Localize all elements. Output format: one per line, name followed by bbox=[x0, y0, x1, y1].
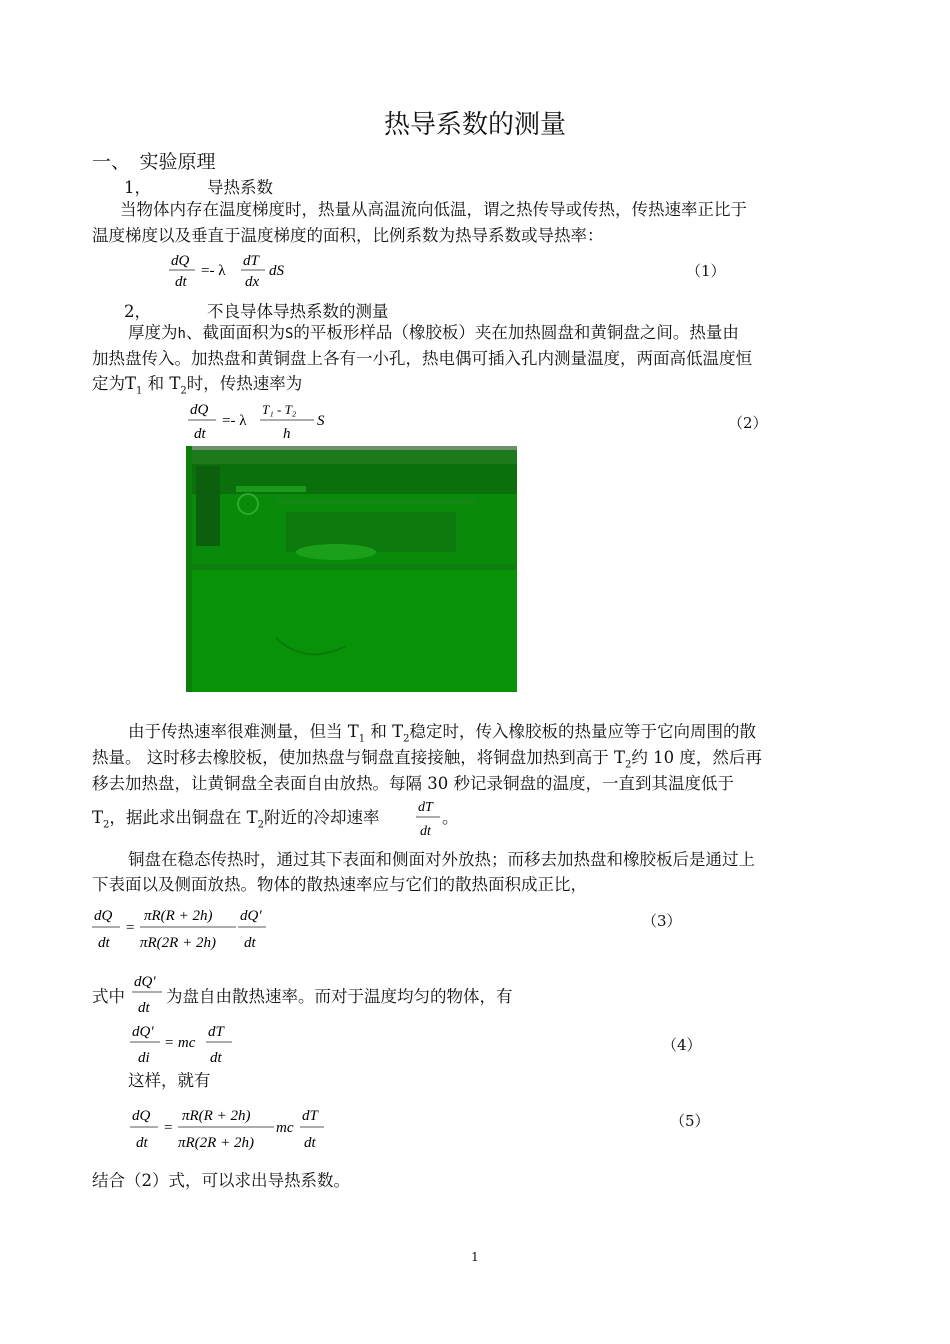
equation-3 bbox=[90, 900, 280, 956]
eq1-lhs-num: dQ bbox=[171, 253, 190, 269]
eq5-mc: mc bbox=[276, 1120, 294, 1136]
eq3-lhs-den: dt bbox=[98, 935, 110, 951]
eq4-lhs-num: dQ′ bbox=[132, 1024, 154, 1040]
subsection-2-number: 2， bbox=[124, 302, 151, 321]
cooling-rate-num: dT bbox=[418, 800, 433, 815]
eq3-equals: = bbox=[126, 920, 135, 936]
para6-text: 这样，就有 bbox=[128, 1071, 211, 1090]
para3-line4: $T_2$，据此求出铜盘在 $T_2$附近的冷却速率 bbox=[92, 808, 380, 831]
page-number: 1 bbox=[471, 1250, 479, 1264]
eq5-lhs-num: dQ bbox=[132, 1108, 151, 1124]
para2-line3: 定为$T_1$ 和 $T_2$时，传热速率为 bbox=[92, 374, 303, 397]
eq1-rhs-den: dx bbox=[245, 274, 260, 290]
para4-line2: 下表面以及侧面放热。物体的散热速率应与它们的散热面积成正比， bbox=[92, 875, 587, 894]
apparatus-photo bbox=[186, 446, 517, 692]
eq5-rhs-den: dt bbox=[304, 1135, 316, 1151]
free-dissipation-fraction bbox=[130, 966, 166, 1018]
free-dissipation-den: dt bbox=[138, 1000, 150, 1016]
eq3-mid-num: πR(R + 2h) bbox=[144, 908, 213, 924]
cooling-rate-fraction bbox=[414, 795, 444, 841]
eq4-lhs-den: di bbox=[138, 1050, 150, 1066]
eq1-rhs-num: dT bbox=[243, 253, 259, 269]
eq3-mid-den: πR(2R + 2h) bbox=[140, 935, 216, 951]
eq5-equals: = bbox=[164, 1120, 173, 1136]
eq4-operator: = mc bbox=[164, 1035, 196, 1051]
para3-line1: 由于传热速率很难测量，但当 $T_1$ 和 $T_2$稳定时，传入橡胶板的热量应等于它向周围的散 bbox=[128, 722, 757, 745]
equation-2-number: （2） bbox=[728, 414, 768, 432]
eq2-rhs-num: T₁ - T₂ bbox=[262, 402, 297, 417]
para2-line2: 加热盘传入。加热盘和黄铜盘上各有一小孔，热电偶可插入孔内测量温度，两面高低温度恒 bbox=[92, 349, 752, 368]
eq5-mid-num: πR(R + 2h) bbox=[182, 1108, 251, 1124]
apparatus-photo-graphic bbox=[186, 446, 517, 692]
eq5-lhs-den: dt bbox=[136, 1135, 148, 1151]
eq4-rhs-num: dT bbox=[208, 1024, 224, 1040]
eq5-mid-den: πR(2R + 2h) bbox=[178, 1135, 254, 1151]
equation-1 bbox=[165, 250, 305, 292]
para2-line1: 厚度为h、截面面积为S的平板形样品（橡胶板）夹在加热圆盘和黄铜盘之间。热量由 bbox=[128, 323, 739, 342]
equation-5 bbox=[128, 1100, 338, 1156]
eq2-lhs-den: dt bbox=[194, 426, 206, 442]
eq3-lhs-num: dQ bbox=[94, 908, 113, 924]
equation-4-number: （4） bbox=[662, 1036, 702, 1054]
eq2-rhs-den: h bbox=[283, 426, 291, 442]
para3-line2: 热量。 这时移去橡胶板，使加热盘与铜盘直接接触，将铜盘加热到高于 $T_2$约 10 度，然后再 bbox=[92, 748, 762, 771]
eq4-rhs-den: dt bbox=[210, 1050, 222, 1066]
para3-period: 。 bbox=[442, 808, 459, 827]
subsection-1-heading: 导热系数 bbox=[207, 178, 273, 197]
equation-1-number: （1） bbox=[686, 262, 726, 280]
eq1-lhs-den: dt bbox=[175, 274, 187, 290]
para4-line1: 铜盘在稳态传热时，通过其下表面和侧面对外放热；而移去加热盘和橡胶板后是通过上 bbox=[128, 850, 755, 869]
subsection-1-number: 1， bbox=[124, 178, 151, 197]
equation-5-number: （5） bbox=[670, 1112, 710, 1130]
para3-line3: 移去加热盘，让黄铜盘全表面自由放热。每隔 30 秒记录铜盘的温度，一直到其温度低于 bbox=[92, 774, 734, 793]
free-dissipation-num: dQ′ bbox=[134, 974, 156, 990]
para7-text: 结合（2）式，可以求出导热系数。 bbox=[92, 1171, 350, 1190]
eq3-rhs-den: dt bbox=[244, 935, 256, 951]
para5-prefix: 式中 bbox=[92, 987, 125, 1006]
cooling-rate-den: dt bbox=[420, 824, 431, 839]
page-title: 热导系数的测量 bbox=[383, 110, 566, 140]
eq2-tail: S bbox=[317, 413, 325, 429]
eq1-operator: =- λ bbox=[201, 263, 226, 279]
subsection-2-heading: 不良导体导热系数的测量 bbox=[207, 302, 389, 321]
para1-line2: 温度梯度以及垂直于温度梯度的面积，比例系数为热导系数或导热率： bbox=[92, 226, 604, 245]
equation-2 bbox=[186, 396, 346, 446]
eq1-tail: dS bbox=[269, 263, 284, 279]
para5-text: 为盘自由散热速率。而对于温度均匀的物体，有 bbox=[166, 987, 513, 1006]
equation-4 bbox=[128, 1018, 238, 1068]
section-heading: 一、 实验原理 bbox=[92, 151, 216, 173]
eq2-lhs-num: dQ bbox=[190, 402, 209, 418]
eq2-operator: =- λ bbox=[222, 413, 247, 429]
eq5-rhs-num: dT bbox=[302, 1108, 318, 1124]
para1-line1: 当物体内存在温度梯度时，热量从高温流向低温，谓之热传导或传热，传热速率正比于 bbox=[120, 200, 747, 219]
equation-3-number: （3） bbox=[642, 912, 682, 930]
eq3-rhs-num: dQ′ bbox=[240, 908, 262, 924]
